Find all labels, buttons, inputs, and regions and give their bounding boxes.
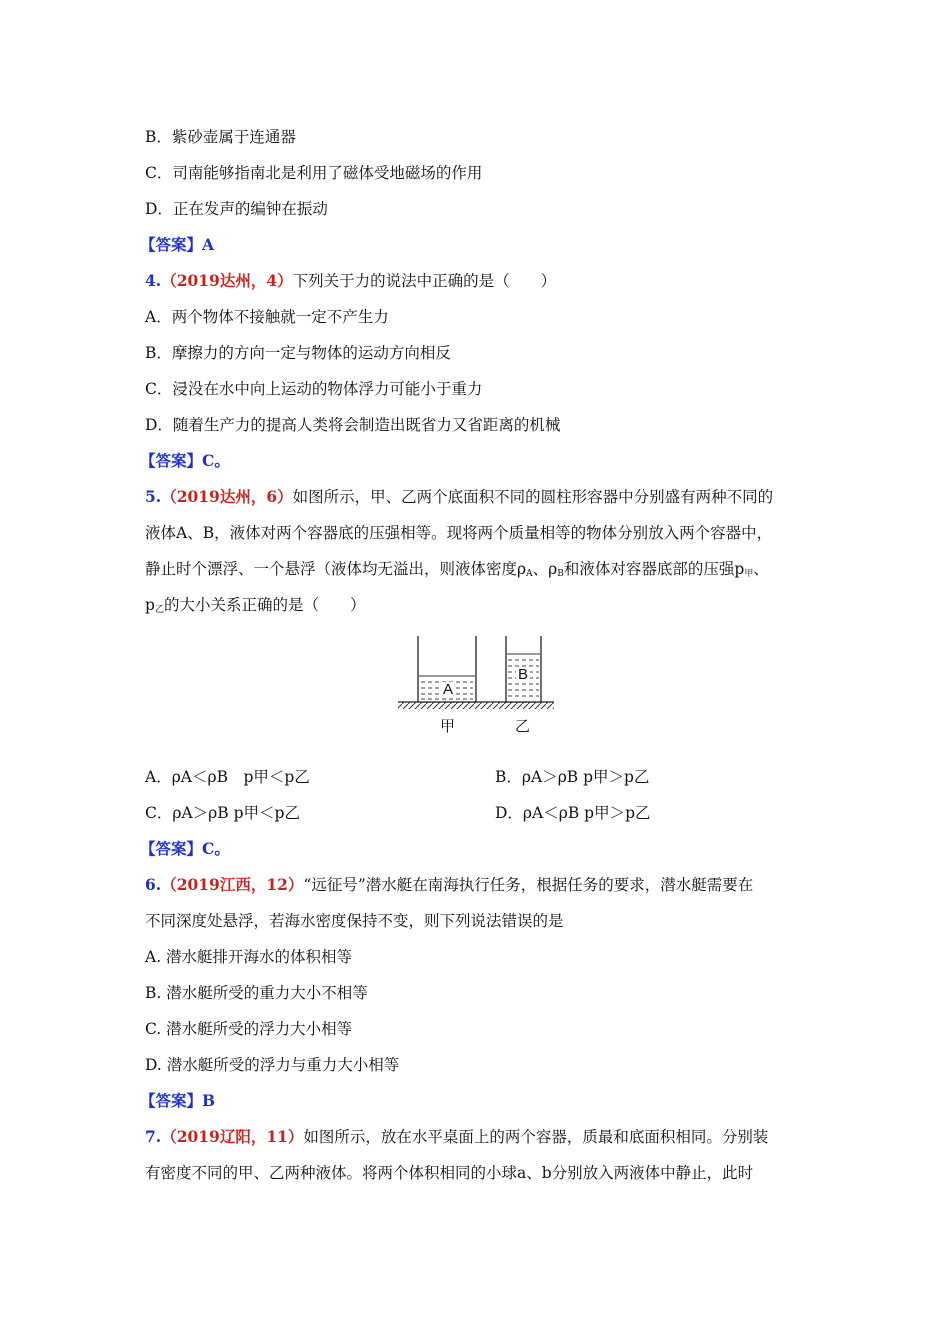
q4-number: 4. xyxy=(145,271,162,290)
ground-hatch xyxy=(398,702,554,709)
q5-number: 5. xyxy=(145,487,162,506)
q5-source: （2019达州，6） xyxy=(161,487,293,506)
q7-stem-text1: 如图所示，放在水平桌面上的两个容器，质最和底面积相同。分别装 xyxy=(303,1128,769,1146)
q5-sub-yi: 乙 xyxy=(154,605,164,615)
q6-option-a: A. 潜水艇排开海水的体积相等 xyxy=(145,948,353,966)
q7-stem-line2: 有密度不同的甲、乙两种液体。将两个体积相同的小球a、b分别放入两液体中静止，此时 xyxy=(145,1164,754,1182)
q7-source: （2019辽阳，11） xyxy=(161,1127,304,1146)
q6-number: 6. xyxy=(145,875,162,894)
q6-answer: 【答案】B xyxy=(140,1091,216,1110)
figure-label-a: A xyxy=(443,681,454,698)
q5-stem-text4b: 的大小关系正确的是（ ） xyxy=(163,596,366,614)
q5-sub-b: B xyxy=(557,569,564,579)
q6-stem-line1 xyxy=(145,875,753,895)
q6-stem-line2: 不同深度处悬浮，若海水密度保持不变，则下列说法错误的是 xyxy=(145,912,564,930)
q4-option-a: A．两个物体不接触就一定不产生力 xyxy=(145,308,389,326)
q4-stem xyxy=(145,271,556,291)
q4-option-d: D．随着生产力的提高人类将会制造出既省力又省距离的机械 xyxy=(145,416,561,434)
q6-source: （2019江西，12） xyxy=(161,875,304,894)
figure-label-yi: 乙 xyxy=(515,717,531,735)
q5-option-a: A．ρA＜ρB p甲＜p乙 xyxy=(145,768,310,786)
q6-option-c: C. 潜水艇所受的浮力大小相等 xyxy=(145,1020,353,1038)
q3-option-b: B．紫砂壶属于连通器 xyxy=(145,128,296,146)
q3-option-c: C．司南能够指南北是利用了磁体受地磁场的作用 xyxy=(145,164,483,182)
q4-stem-text: 下列关于力的说法中正确的是（ ） xyxy=(292,272,557,290)
q5-stem-line3 xyxy=(145,559,769,584)
q4-option-b: B．摩擦力的方向一定与物体的运动方向相反 xyxy=(145,344,451,362)
q5-stem-text3a: 静止时个漂浮、一个悬浮（液体均无溢出，则液体密度ρ xyxy=(145,560,527,578)
q5-stem-text3d: 、 xyxy=(753,560,769,578)
q5-stem-line1 xyxy=(145,487,773,507)
q6-stem-text1: “远征号”潜水艇在南海执行任务，根据任务的要求，潜水艇需要在 xyxy=(303,876,754,894)
q5-option-b: B．ρA＞ρB p甲＞p乙 xyxy=(495,768,650,786)
q6-option-b: B. 潜水艇所受的重力大小不相等 xyxy=(145,984,368,1002)
q7-stem-line1 xyxy=(145,1127,768,1147)
q7-number: 7. xyxy=(145,1127,162,1146)
q4-source: （2019达州，4） xyxy=(161,271,293,290)
q5-stem-text1: 如图所示，甲、乙两个底面积不同的圆柱形容器中分别盛有两种不同的 xyxy=(292,488,774,506)
q5-sub-jia: 甲 xyxy=(744,569,754,579)
q5-option-d: D．ρA＜ρB p甲＞p乙 xyxy=(495,804,651,822)
q3-option-d: D．正在发声的编钟在振动 xyxy=(145,200,328,218)
q5-stem-line4 xyxy=(145,595,365,620)
q6-option-d: D. 潜水艇所受的浮力与重力大小相等 xyxy=(145,1056,400,1074)
q5-stem-line2: 液体A、B，液体对两个容器底的压强相等。现将两个质量相等的物体分别放入两个容器中， xyxy=(145,524,773,542)
figure-label-b: B xyxy=(518,666,529,683)
q5-stem-text3b: 、ρ xyxy=(532,560,558,578)
q3-answer: 【答案】A xyxy=(140,235,215,254)
q5-stem-text3c: 和液体对容器底部的压强p xyxy=(563,560,745,578)
figure-label-jia: 甲 xyxy=(440,717,456,735)
q5-option-c: C．ρA＞ρB p甲＜p乙 xyxy=(145,804,300,822)
q5-stem-text4a: p xyxy=(145,596,155,614)
q5-sub-a: A xyxy=(526,569,533,579)
containers-figure xyxy=(396,632,556,742)
q4-option-c: C．浸没在水中向上运动的物体浮力可能小于重力 xyxy=(145,380,483,398)
q5-answer: 【答案】C。 xyxy=(140,839,230,858)
q4-answer: 【答案】C。 xyxy=(140,451,230,470)
